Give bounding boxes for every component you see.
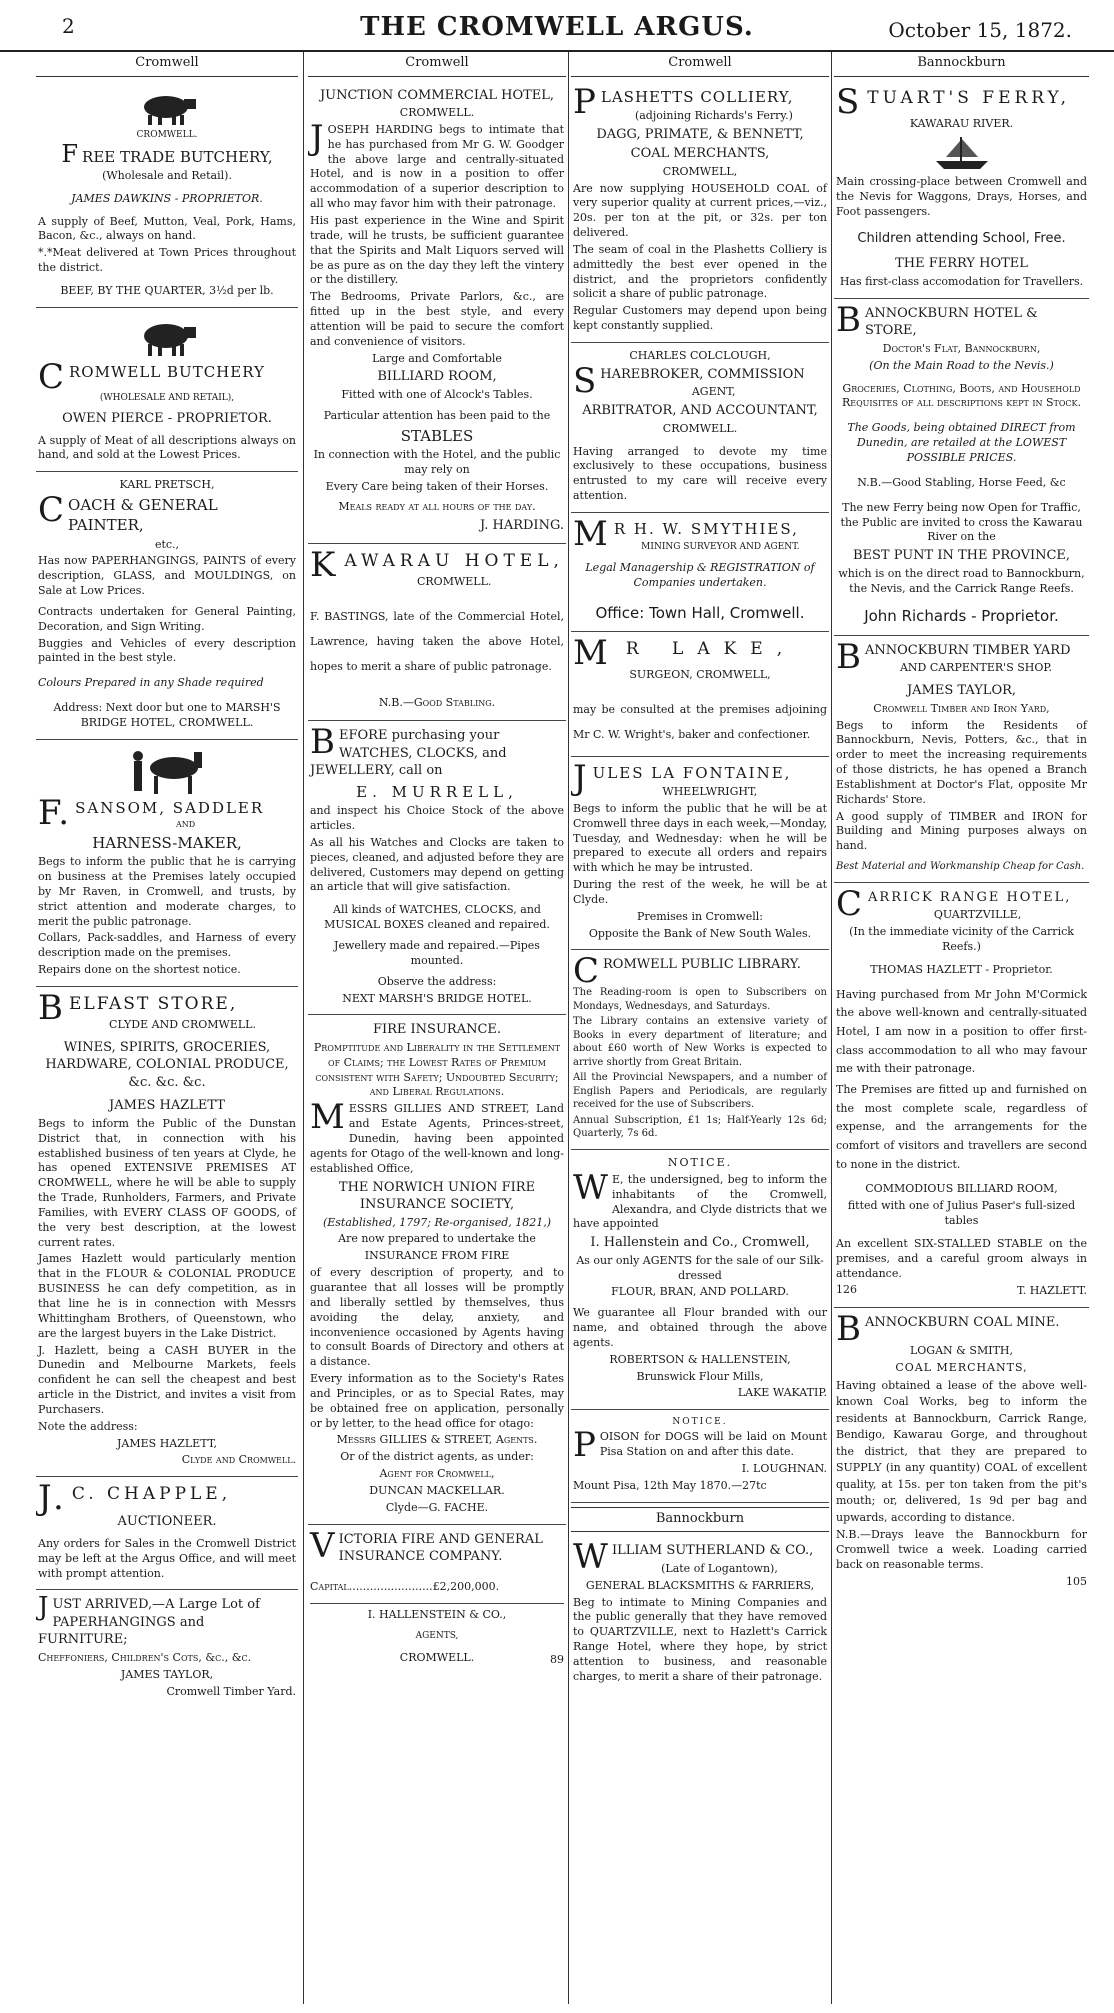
ad-text: Office: Town Hall, Cromwell.	[595, 604, 805, 623]
ad-number: 89	[550, 1653, 564, 1667]
ad-title: ANNOCKBURN TIMBER YARD	[865, 642, 1071, 658]
ad-text: Groceries, Clothing, Boots, and Household Requisites of all descriptions kept in Stock.	[841, 381, 1082, 410]
ad-title: R H. W. SMYTHIES,	[613, 520, 799, 539]
drop-cap: S	[836, 81, 864, 122]
ad-text: Begs to inform the Public of the Dunstan District that, in connection with his established business of ten years at Clyde, he has opened EXTENSIVE PREMISES AT CROMWELL, where he will be able to supply the Trade, Runholders, Farmers, and Private Families, with EVERY CLASS OF GOODS, of the very best description, at the lowest current rates.	[38, 1116, 296, 1249]
ad-title: AWARAU HOTEL,	[344, 550, 564, 571]
ad-text: FLOUR, BRAN, AND POLLARD.	[611, 1285, 789, 1299]
ad-text: The Reading-room is open to Subscribers on Mondays, Wednesdays, and Saturdays.	[573, 987, 827, 1012]
free-trade-butchery-ad	[36, 81, 298, 308]
ad-text: All the Provincial Newspapers, and a number of English Papers and Periodicals, are regularly received for the use of Subscribers.	[573, 1072, 827, 1111]
ad-text: During the rest of the week, he will be at Clyde.	[573, 878, 827, 906]
ad-signature: Brunswick Flour Mills,	[636, 1369, 764, 1383]
ad-text: Children attending School, Free.	[857, 230, 1066, 246]
ad-text: The new Ferry being now Open for Traffic, the Public are invited to cross the Kawarau River on the	[840, 500, 1083, 544]
ad-text: James Hazlett would particularly mention that in the FLOUR & COLONIAL PRODUCE BUSINESS he can defy competition, as in that line he is in connection with Messrs Whittingham Brothers, of Queenstown, who are the largest buyers in the Lake District.	[38, 1252, 296, 1340]
ad-text: Cromwell Timber and Iron Yard,	[873, 701, 1050, 715]
column-heading: Cromwell	[36, 52, 298, 77]
ad-name: CHARLES COLCLOUGH,	[629, 349, 771, 363]
ad-subtitle: QUARTZVILLE,	[933, 908, 1022, 922]
drop-cap: C	[573, 951, 600, 992]
bannockburn-hotel-ad	[834, 299, 1089, 636]
bannockburn-coal-ad	[834, 1308, 1089, 1596]
ad-subtitle: WHEELWRIGHT,	[662, 785, 758, 799]
ad-text: Regular Customers may depend upon being kept constantly supplied.	[573, 304, 827, 333]
ad-text: E, the undersigned, beg to inform the inhabitants of the Cromwell, Alexandra, and Clyde districts that we have appointed	[573, 1172, 827, 1231]
carrick-range-hotel-ad	[834, 883, 1089, 1309]
drop-cap: B	[836, 299, 861, 340]
ad-text: Meals ready at all hours of the day.	[338, 500, 536, 514]
ad-title: UST ARRIVED,—A Large Lot of PAPERHANGINGS and FURNITURE;	[38, 1597, 260, 1648]
column-heading: Bannockburn	[571, 1507, 829, 1533]
ad-subtitle: (WHOLESALE AND RETAIL),	[99, 392, 235, 403]
ad-text: Are now supplying HOUSEHOLD COAL of very superior quality at current prices,—viz., 20s. per ton at the pit, or 32s. per ton delivered.	[573, 181, 827, 240]
drop-cap: W	[573, 1167, 608, 1208]
ad-text: Has now PAPERHANGINGS, PAINTS of every description, GLASS, and MOULDINGS, on Sale at Low Prices.	[38, 554, 296, 598]
page-number: 2	[62, 14, 75, 38]
ad-number: 105	[1066, 1574, 1087, 1588]
ad-text: STABLES	[400, 426, 474, 445]
ad-text: An excellent SIX-STALLED STABLE on the premises, and a careful groom always in attendance.	[836, 1236, 1087, 1280]
ad-text: All kinds of WATCHES, CLOCKS, and MUSICAL BOXES cleaned and repaired.	[324, 903, 550, 932]
ad-title: ANNOCKBURN HOTEL & STORE,	[865, 305, 1038, 339]
drop-cap: J	[38, 1592, 49, 1623]
public-library-ad	[571, 950, 829, 1150]
smythies-surveyor-ad	[571, 513, 829, 632]
ad-subtitle: (Late of Logantown),	[661, 1561, 778, 1575]
ad-text: A supply of Meat of all descriptions always on hand, and sold at the Lowest Prices.	[38, 433, 296, 462]
ad-text: Are now prepared to undertake the	[338, 1232, 536, 1246]
ad-signature: J. HARDING.	[480, 518, 564, 534]
ad-subtitle: CLYDE AND CROMWELL.	[109, 1017, 256, 1031]
ad-text: Premises in Cromwell:	[637, 909, 763, 923]
ad-text: BEST PUNT IN THE PROVINCE,	[852, 548, 1071, 564]
column-2	[308, 52, 566, 2004]
coach-painter-ad	[36, 472, 298, 740]
column-rule	[831, 52, 832, 2004]
ad-text: A good supply of TIMBER and IRON for Building and Mining purposes always on hand.	[836, 809, 1087, 853]
ad-name: JAMES TAYLOR,	[120, 1667, 214, 1681]
fontaine-wheelwright-ad	[571, 757, 829, 951]
ad-title: ARRICK RANGE HOTEL,	[868, 889, 1072, 905]
ad-signature: LAKE WAKATIP.	[737, 1386, 827, 1400]
ad-subtitle: etc.,	[154, 537, 180, 551]
chapple-auctioneer-ad	[36, 1477, 298, 1590]
newspaper-title: THE CROMWELL ARGUS.	[360, 12, 754, 42]
ad-text: Agent for Cromwell,	[379, 1467, 495, 1481]
ad-subtitle: MINING SURVEYOR AND AGENT.	[641, 542, 800, 553]
ad-signature: I. LOUGHNAN.	[741, 1462, 827, 1476]
ad-subtitle: (adjoining Richards's Ferry.)	[634, 108, 793, 122]
drop-cap: C	[38, 356, 66, 397]
sutherland-blacksmiths-ad	[571, 1536, 829, 1690]
ad-title: OACH & GENERAL PAINTER,	[68, 496, 218, 535]
drop-cap: V	[310, 1525, 335, 1566]
ad-text: Particular attention has been paid to the	[323, 408, 551, 422]
ad-address: Cromwell Timber Yard.	[166, 1684, 296, 1698]
ad-text: Collars, Pack-saddles, and Harness of every description made on the premises.	[38, 931, 296, 960]
ad-text: BILLIARD ROOM,	[377, 369, 497, 385]
ad-subtitle: SURGEON, CROMWELL,	[629, 668, 771, 682]
just-arrived-ad	[36, 1590, 298, 1705]
ad-text: John Richards - Proprietor.	[864, 607, 1059, 626]
ad-text: Messrs GILLIES & STREET, Agents.	[336, 1433, 538, 1447]
column-3	[571, 52, 829, 2004]
ad-text: may be consulted at the premises adjoining Mr C. W. Wright's, baker and confectioner.	[573, 703, 827, 742]
ad-text: COMMODIOUS BILLIARD ROOM,	[865, 1182, 1058, 1196]
ad-text: *.*Meat delivered at Town Prices throughout the district.	[38, 246, 296, 275]
ad-text: The Library contains an extensive variety of Books in every department of literature; and about £60 worth of New Works is expected to arrive shortly from Great Britain.	[573, 1016, 827, 1068]
ad-name: DAGG, PRIMATE, & BENNETT,	[596, 126, 804, 142]
ad-text: Capital........................£2,200,000.	[310, 1579, 500, 1593]
issue-date: October 15, 1872.	[888, 18, 1072, 42]
column-heading: Cromwell	[571, 52, 829, 77]
ad-text: Fitted with one of Alcock's Tables.	[341, 387, 533, 401]
ad-signature: T. HAZLETT.	[1017, 1284, 1087, 1298]
ad-title: HAREBROKER, COMMISSION	[600, 366, 805, 382]
drop-cap: C	[38, 490, 65, 531]
ad-name: LOGAN & SMITH,	[909, 1344, 1014, 1358]
ad-subtitle: AUCTIONEER.	[117, 1514, 217, 1530]
ad-text: THE FERRY HOTEL	[895, 256, 1028, 272]
ad-title: SANSOM, SADDLER	[75, 798, 265, 817]
ad-text: Every Care being taken of their Horses.	[325, 479, 549, 493]
ad-text: Contracts undertaken for General Painting, Decoration, and Sign Writing.	[38, 604, 296, 633]
ad-name: JAMES HAZLETT	[109, 1098, 225, 1114]
ship-icon	[932, 133, 992, 173]
ad-text: COAL MERCHANTS,	[630, 146, 770, 162]
ad-title: ULES LA FONTAINE,	[592, 763, 792, 782]
ad-text: Has first-class accomodation for Travellers.	[839, 275, 1084, 289]
ad-text: The Premises are fitted up and furnished on the most complete scale, regardless of expense, and the arrangements for the comfort of visitors and travellers are second to none in the district.	[836, 1082, 1087, 1171]
ad-text: Cheffoniers, Children's Cots, &c., &c.	[38, 1650, 252, 1664]
ad-name: I. HALLENSTEIN & CO.,	[367, 1607, 507, 1621]
drop-cap: K	[310, 544, 341, 585]
ad-signature: ROBERTSON & HALLENSTEIN,	[609, 1352, 791, 1366]
stuarts-ferry-ad	[834, 81, 1089, 299]
drop-cap: J	[310, 117, 324, 158]
ad-text: Having purchased from Mr John M'Cormick the above well-known and centrally-situated Hotel, I am now in a position to offer first-class accommodation to all who may favour me with their patronage.	[836, 987, 1087, 1076]
ad-text: Clyde—G. FACHE.	[385, 1500, 489, 1514]
ad-text: N.B.—Good Stabling, Horse Feed, &c	[857, 475, 1066, 489]
ad-text: His past experience in the Wine and Spirit trade, will he trusts, be sufficient guarantee that the Spirits and Malt Liquors served will be as pure as on the day they left the vintery or the distillery.	[310, 214, 564, 287]
ad-title: ICTORIA FIRE AND GENERAL INSURANCE COMPANY.	[338, 1531, 543, 1565]
ad-title: JUNCTION COMMERCIAL HOTEL,	[319, 87, 555, 103]
ad-title: ROMWELL PUBLIC LIBRARY.	[603, 957, 801, 973]
ad-text: (Established, 1797; Re-organised, 1821,)	[322, 1215, 552, 1229]
ad-text: The seam of coal in the Plashetts Colliery is admittedly the best ever opened in the district, and the proprietors confidently solicit a share of public patronage.	[573, 242, 827, 301]
ad-text: Legal Managership & REGISTRATION of Companies undertaken.	[585, 561, 815, 590]
colclough-sharebroker-ad	[571, 343, 829, 513]
ad-title: FIRE INSURANCE.	[372, 1022, 502, 1038]
ad-name: JAMES TAYLOR,	[906, 683, 1017, 699]
fire-insurance-ad	[308, 1015, 566, 1524]
timber-yard-ad	[834, 636, 1089, 883]
horse-icon	[122, 746, 212, 796]
ad-text: Jewellery made and repaired.—Pipes mounted.	[334, 939, 540, 967]
ad-text: As our only AGENTS for the sale of our Silk-dressed	[576, 1253, 824, 1282]
ad-text: AGENTS,	[415, 1631, 459, 1642]
ad-text: N.B.—Good Stabling.	[378, 695, 496, 709]
ad-text: CROMWELL.	[662, 421, 738, 435]
drop-cap: S	[573, 360, 597, 401]
ad-title: C. CHAPPLE,	[71, 1484, 232, 1505]
ad-title: EFORE purchasing your WATCHES, CLOCKS, and JEWELLERY, call on	[310, 728, 507, 779]
ad-text: GENERAL BLACKSMITHS & FARRIERS,	[585, 1578, 815, 1592]
ad-text: Begs to inform the public that he is carrying on business at the Premises lately occupied by Mr Raven, in Cromwell, and trusts, by strict attention and moderate charges, to merit the public patronage.	[38, 855, 296, 928]
ad-text: DUNCAN MACKELLAR.	[369, 1483, 505, 1497]
ad-address: Opposite the Bank of New South Wales.	[588, 926, 812, 940]
ad-proprietor: THOMAS HAZLETT - Proprietor.	[870, 962, 1053, 976]
ad-title: R LAKE,	[625, 639, 797, 660]
ad-text: Colours Prepared in any Shade required	[38, 676, 264, 690]
ad-text: Every information as to the Society's Rates and Principles, or as to Special Rates, may be obtained free on application, personally or by letter, to the head office for otago:	[310, 1372, 564, 1430]
ad-and: AND	[175, 820, 196, 830]
ad-text: Begs to inform the Residents of Bannockburn, Nevis, Potters, &c., that in order to meet the increasing requirements of those districts, he has opened a Branch Establishment at Doctor's Flat, opposite Mr Richards' Store.	[836, 718, 1087, 806]
ad-text: Having obtained a lease of the above well-known Coal Works, beg to inform the residents at Bannockburn, Carrick Range, Bendigo, Kawarau Gorge, and throughout the district, that they are prepared to SUPPLY (in any quantity) COAL of excellent quality, at 15s. per ton taken from the pit's mouth; or, delivered, 1s 9d per bag and upwards, according to distance.	[836, 1378, 1087, 1524]
ad-subtitle: CROMWELL.	[399, 106, 475, 120]
ad-title: REE TRADE BUTCHERY,	[82, 147, 273, 166]
ad-address: NEXT MARSH'S BRIDGE HOTEL.	[342, 991, 532, 1005]
ad-name: KARL PRETSCH,	[119, 478, 215, 492]
ad-title: TUART'S FERRY,	[867, 87, 1070, 108]
ad-text: and inspect his Choice Stock of the above articles.	[310, 804, 564, 833]
ad-text: Or of the district agents, as under:	[340, 1450, 534, 1464]
ad-text: Beg to intimate to Mining Companies and the public generally that they have removed to QUARTZVILLE, next to Hazlett's Carrick Range Hotel, where they hope, by strict attention to business, and reasonable charges, to merit a share of their patronage.	[573, 1595, 827, 1683]
ad-title: ELFAST STORE,	[69, 993, 238, 1014]
drop-cap: W	[573, 1537, 608, 1578]
ad-text: ARBITRATOR, AND ACCOUNTANT,	[582, 403, 818, 419]
drop-cap: C	[836, 883, 865, 924]
column-4	[834, 52, 1089, 2004]
flour-notice-ad	[571, 1150, 829, 1410]
bull-icon	[132, 314, 202, 360]
ad-text: Promptitude and Liberality in the Settlement of Claims; the Lowest Rates of Premium consistent with Safety; Undoubted Security; and Liberal Regulations.	[313, 1040, 561, 1099]
column-rule	[303, 52, 304, 2004]
ad-text: Buggies and Vehicles of every description painted in the best style.	[38, 636, 296, 665]
saddler-ad	[36, 740, 298, 987]
ad-title: LASHETTS COLLIERY,	[600, 87, 794, 106]
junction-hotel-ad	[308, 81, 566, 544]
ad-text: Mount Pisa, 12th May 1870.—27tc	[573, 1479, 767, 1492]
ad-text: Begs to inform the public that he will be at Cromwell three days in each week,—Monday, Tuesday, and Wednesday: when he will be prepared to execute all orders and repairs with which he may be intrusted.	[573, 801, 827, 875]
ad-text: N.B.—Drays leave the Bannockburn for Cromwell twice a week. Loading carried back on reasonable terms.	[836, 1528, 1087, 1572]
ad-title: THE NORWICH UNION FIRE INSURANCE SOCIETY,	[338, 1179, 536, 1213]
ad-signature: JAMES HAZLETT,	[117, 1436, 217, 1450]
ad-name: E. MURRELL,	[356, 783, 518, 801]
ad-title: ILLIAM SUTHERLAND & CO.,	[611, 1543, 814, 1559]
ad-text: The Bedrooms, Private Parlors, &c., are fitted up in the best style, and every attention will be paid to secure the comfort and convenience of visitors.	[310, 290, 564, 348]
ad-text: ESSRS GILLIES AND STREET, Land and Estate Agents, Princes-street, Dunedin, having been appointed agents for Otago of the well-known and long-established Office,	[310, 1102, 564, 1175]
ad-text: A supply of Beef, Mutton, Veal, Pork, Hams, Bacon, &c., always on hand.	[38, 214, 296, 243]
ad-text: Main crossing-place between Cromwell and the Nevis for Waggons, Drays, Horses, and Foot passengers.	[836, 175, 1087, 219]
ad-text: of every description of property, and to guarantee that all losses will be promptly and liberally settled by themselves, thus avoiding the delay, anxiety, and inconvenience occasioned by Agents having to consult Boards of Directory and others at a distance.	[310, 1266, 564, 1369]
drop-cap: B	[836, 636, 861, 677]
murrell-watches-ad	[308, 721, 566, 1015]
ad-subtitle: Doctor's Flat, Bannockburn,	[882, 341, 1041, 355]
ad-title: ANNOCKBURN COAL MINE.	[865, 1315, 1060, 1331]
ad-text: AGENT,	[691, 385, 736, 399]
column-1	[36, 52, 298, 2004]
ad-text: CROMWELL.	[399, 1650, 475, 1664]
ad-text: Large and Comfortable	[372, 351, 502, 365]
drop-cap: F.	[38, 792, 72, 833]
drop-cap: J	[573, 757, 589, 798]
ad-text: Having arranged to devote my time exclusively to these occupations, business entrusted to my care will receive every attention.	[573, 444, 827, 503]
ad-text: As all his Watches and Clocks are taken to pieces, cleaned, and adjusted before they are delivered, Customers may depend on getting an article that will give satisfaction.	[310, 835, 564, 894]
ad-text: In connection with the Hotel, and the public may rely on	[313, 447, 561, 476]
drop-cap: B	[38, 987, 65, 1028]
ad-text: We guarantee all Flour branded with our name, and obtained through the above agents.	[573, 1306, 827, 1349]
cromwell-butchery-ad	[36, 308, 298, 472]
column-rule	[568, 52, 569, 2004]
ad-text: J. Hazlett, being a CASH BUYER in the Dunedin and Melbourne Markets, feels confident he can sell the cheapest and best article in the District, and invites a visit from Purchasers.	[38, 1343, 296, 1416]
drop-cap: P	[573, 81, 597, 122]
ad-text: COAL MERCHANTS,	[895, 1360, 1028, 1374]
ad-subtitle: AND CARPENTER'S SHOP.	[899, 661, 1053, 675]
ad-subtitle: (Wholesale and Retail).	[102, 168, 232, 182]
victoria-insurance-ad	[308, 1525, 566, 1675]
ad-text: BEEF, BY THE QUARTER, 3½d per lb.	[60, 284, 274, 297]
column-heading: Cromwell	[308, 52, 566, 77]
ad-text: OSEPH HARDING begs to intimate that he has purchased from Mr G. W. Goodger the above large and centrally-situated Hotel, and is now in a position to offer accommodation of a superior description to all who may favor him with their patronage.	[310, 122, 564, 211]
ad-text: Repairs done on the shortest notice.	[38, 963, 241, 977]
masthead	[0, 0, 1114, 52]
belfast-store-ad	[36, 987, 298, 1477]
drop-cap: M	[573, 514, 610, 555]
ad-title: ROMWELL BUTCHERY	[69, 362, 265, 381]
ad-proprietor: JAMES DAWKINS - PROPRIETOR.	[71, 191, 263, 205]
ad-title: HARNESS-MAKER,	[92, 833, 242, 852]
ad-address: Address: Next door but one to MARSH'S BRIDGE HOTEL, CROMWELL.	[53, 701, 281, 729]
ad-text: fitted with one of Julius Paser's full-sized tables	[847, 1199, 1076, 1228]
drop-cap: P	[573, 1425, 596, 1466]
ad-text: which is on the direct road to Bannockburn, the Nevis, and the Carrick Range Reefs.	[838, 566, 1085, 595]
ad-text: Best Material and Workmanship Cheap for Cash.	[836, 861, 1085, 873]
ad-number: 126	[836, 1283, 857, 1297]
ad-text: Annual Subscription, £1 1s; Half-Yearly 12s 6d; Quarterly, 7s 6d.	[573, 1114, 827, 1140]
ad-text: Any orders for Sales in the Cromwell District may be left at the Argus Office, and will meet with prompt attention.	[38, 1536, 296, 1580]
ad-text: INSURANCE FROM FIRE	[364, 1249, 510, 1263]
ad-proprietor: OWEN PIERCE - PROPRIETOR.	[62, 410, 272, 426]
drop-cap: B	[836, 1309, 861, 1350]
ad-text: Observe the address:	[377, 974, 497, 988]
ad-title: NOTICE.	[667, 1155, 733, 1169]
ad-title: NOTICE.	[672, 1417, 728, 1428]
ad-subtitle: KAWARAU RIVER.	[909, 116, 1014, 130]
ad-text: F. BASTINGS, late of the Commercial Hotel, Lawrence, having taken the above Hotel, hopes to merit a share of public patronage.	[310, 609, 564, 674]
ad-subtitle: (In the immediate vicinity of the Carrick Reefs.)	[849, 924, 1074, 953]
drop-cap: J.	[38, 1478, 68, 1519]
ad-text: Note the address:	[38, 1419, 138, 1433]
column-heading: Bannockburn	[834, 52, 1089, 77]
drop-cap: M	[573, 633, 622, 674]
drop-cap: B	[310, 722, 335, 763]
poison-notice-ad	[571, 1410, 829, 1503]
kawarau-hotel-ad	[308, 544, 566, 722]
bull-icon	[132, 87, 202, 127]
drop-cap: M	[310, 1097, 345, 1138]
ad-place: CROMWELL.	[136, 129, 198, 140]
ad-subtitle: (On the Main Road to the Nevis.)	[869, 358, 1054, 372]
ad-name: I. Hallenstein and Co., Cromwell,	[590, 1235, 810, 1251]
ad-text: OISON for DOGS will be laid on Mount Pisa Station on and after this date.	[599, 1430, 827, 1459]
drop-cap: F	[61, 139, 79, 168]
ad-signature: Clyde and Cromwell.	[181, 1453, 296, 1467]
plashetts-colliery-ad	[571, 81, 829, 343]
ad-goods: WINES, SPIRITS, GROCERIES, HARDWARE, COLONIAL PRODUCE, &c. &c. &c.	[45, 1039, 289, 1090]
ad-text: The Goods, being obtained DIRECT from Dunedin, are retailed at the LOWEST POSSIBLE PRICES.	[847, 421, 1076, 465]
ad-text: CROMWELL,	[662, 164, 738, 178]
lake-surgeon-ad	[571, 632, 829, 756]
ad-subtitle: CROMWELL.	[416, 574, 492, 588]
